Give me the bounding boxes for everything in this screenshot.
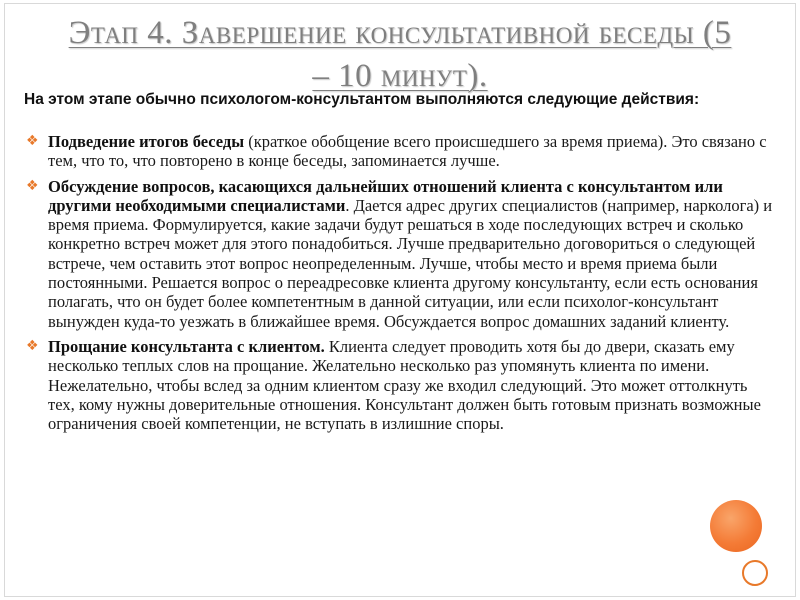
intro-text: На этом этапе обычно психологом-консультантом выполняются следующие действия: [24, 91, 700, 108]
item-lead: Подведение итогов беседы [48, 132, 245, 151]
item-body: (краткое обобщение всего происшедшего за время приема). Это связано с тем, что то, что повторено в конце беседы, запоминается лучше. [48, 132, 767, 171]
slide-title: Этап 4. Завершение консультативной беседы (5 – 10 минут). [68, 15, 732, 94]
bullet-list [26, 132, 774, 439]
orange-bullet-icon: ❖ [26, 337, 39, 354]
decorative-outline-circle [742, 560, 768, 586]
item-body: . Дается адрес других специалистов (например, нарколога) и время приема. Формулируется, какие задачи будут решаться в ходе последующих встреч и сколько конкретно встреч может для этого понадобиться. Лучше предварительно договориться о следующей встрече, чем оставить этот вопрос неопределенным. Лучше, чтобы место и время приема были постоянными. Решается вопрос о переадресовке клиента другому консультанту, если есть основания полагать, что он будет более компетентным в данной ситуации, или если психолог-консультант вынужден куда-то уезжать в ближайшее время. Обсуждается вопрос домашних заданий клиенту. [48, 195, 773, 331]
item-body: Клиента следует проводить хотя бы до двери, сказать ему несколько теплых слов на прощание. Желательно несколько раз упомянуть клиента по имени. Нежелательно, чтобы вслед за одним клиентом сразу же входил следующий. Это может оттолкнуть тех, кому нужны доверительные отношения. Консультант должен быть готовым признать возможные ограничения своей компетенции, не вступать в излишние споры. [48, 336, 761, 434]
decorative-orange-circle [710, 500, 762, 552]
list-item [26, 177, 774, 331]
item-lead: Прощание консультанта с клиентом. [48, 336, 325, 356]
orange-bullet-icon: ❖ [26, 177, 39, 194]
list-item [26, 132, 774, 171]
list-item [26, 337, 774, 433]
item-lead: Обсуждение вопросов, касающихся дальнейших отношений клиента с консультантом или другими необходимыми специалистами [48, 176, 723, 215]
orange-bullet-icon: ❖ [26, 133, 39, 149]
